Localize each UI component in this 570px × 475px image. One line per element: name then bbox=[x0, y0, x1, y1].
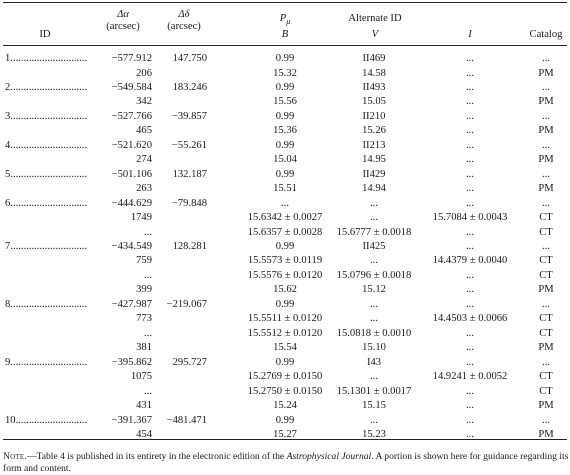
cell-dalpha: −434.549 bbox=[111, 241, 152, 252]
cell-b: 15.56 bbox=[273, 96, 297, 108]
cell-i: ... bbox=[466, 168, 474, 180]
cell-dalpha: 399 bbox=[136, 284, 152, 296]
cell-dalpha: ... bbox=[144, 327, 152, 339]
cell-catalog: ... bbox=[542, 168, 550, 180]
cell-ddelta: 295.727 bbox=[172, 356, 207, 368]
cell-v: ... bbox=[370, 255, 378, 267]
cell-b: 15.32 bbox=[273, 67, 297, 79]
cell-dalpha: 274 bbox=[136, 154, 152, 166]
cell-v: 14.58 bbox=[362, 67, 386, 79]
cell-v: 15.12 bbox=[362, 284, 386, 296]
cell-catalog: CT bbox=[539, 313, 553, 325]
cell-catalog: ... bbox=[542, 53, 550, 64]
cell-dalpha: −391.367 bbox=[111, 414, 152, 426]
cell-v: I43 bbox=[366, 356, 382, 368]
header-dalpha: Δα bbox=[117, 9, 129, 20]
cell-i: ... bbox=[466, 385, 474, 397]
cell-i: ... bbox=[466, 53, 474, 64]
cell-v: II493 bbox=[362, 81, 386, 93]
header-pmu-subscript: μ bbox=[286, 17, 291, 27]
cell-v: 15.0818 ± 0.0010 bbox=[336, 327, 412, 339]
cell-dalpha: 381 bbox=[136, 342, 152, 354]
cell-catalog: CT bbox=[539, 385, 553, 397]
cell-v: 15.23 bbox=[362, 429, 386, 440]
cell-catalog: PM bbox=[538, 67, 554, 79]
cell-id: 4............................. bbox=[5, 139, 88, 151]
cell-dalpha: 1749 bbox=[130, 212, 152, 224]
cell-b: 15.36 bbox=[273, 125, 297, 137]
cell-catalog: PM bbox=[538, 96, 554, 108]
cell-v: ... bbox=[370, 414, 378, 426]
cell-id: 2............................. bbox=[5, 81, 88, 93]
cell-dalpha: −521.620 bbox=[111, 139, 152, 151]
cell-b: 0.99 bbox=[275, 139, 295, 151]
cell-i: ... bbox=[466, 298, 474, 310]
cell-catalog: ... bbox=[542, 81, 550, 93]
cell-i: ... bbox=[466, 197, 474, 209]
cell-b: 0.99 bbox=[275, 241, 295, 252]
cell-dalpha: 206 bbox=[136, 67, 152, 79]
cell-b: 15.5512 ± 0.0120 bbox=[247, 327, 323, 339]
cell-b: 15.2769 ± 0.0150 bbox=[247, 371, 323, 383]
cell-v: ... bbox=[370, 197, 378, 209]
header-ddelta: Δδ bbox=[178, 9, 190, 20]
cell-dalpha: 465 bbox=[136, 125, 152, 137]
cell-ddelta: 147.750 bbox=[172, 53, 207, 64]
cell-dalpha: 431 bbox=[136, 400, 152, 411]
cell-b: 15.5576 ± 0.0120 bbox=[247, 269, 323, 281]
note-journal: Astrophysical Journal bbox=[286, 451, 372, 462]
cell-i: ... bbox=[466, 226, 474, 238]
cell-i: ... bbox=[466, 241, 474, 252]
cell-b: ... bbox=[281, 197, 289, 209]
cell-b: 0.99 bbox=[275, 81, 295, 93]
cell-v: 14.95 bbox=[362, 154, 386, 166]
cell-id: 7............................. bbox=[5, 241, 88, 252]
cell-dalpha: −427.987 bbox=[111, 298, 152, 310]
header-i: I bbox=[468, 29, 472, 40]
cell-v: 14.94 bbox=[362, 183, 386, 195]
cell-i: ... bbox=[466, 81, 474, 93]
cell-ddelta: −55.261 bbox=[171, 139, 207, 151]
cell-i: ... bbox=[466, 269, 474, 281]
cell-dalpha: 263 bbox=[136, 183, 152, 195]
cell-b: 15.24 bbox=[273, 400, 297, 411]
cell-catalog: ... bbox=[542, 414, 550, 426]
cell-i: ... bbox=[466, 110, 474, 122]
cell-i: ... bbox=[466, 400, 474, 411]
cell-v: 15.0796 ± 0.0018 bbox=[336, 269, 412, 281]
header-ddelta-unit: (arcsec) bbox=[167, 21, 201, 32]
cell-id: 9............................. bbox=[5, 356, 88, 368]
cell-catalog: CT bbox=[539, 327, 553, 339]
cell-catalog: PM bbox=[538, 183, 554, 195]
cell-catalog: PM bbox=[538, 342, 554, 354]
cell-i: 15.7084 ± 0.0043 bbox=[432, 212, 508, 224]
cell-dalpha: ... bbox=[144, 385, 152, 397]
header-altid: Alternate ID bbox=[348, 13, 402, 24]
cell-catalog: CT bbox=[539, 255, 553, 267]
cell-i: 14.4503 ± 0.0066 bbox=[432, 313, 508, 325]
cell-v: 15.05 bbox=[362, 96, 386, 108]
cell-catalog: CT bbox=[539, 371, 553, 383]
header-v: V bbox=[371, 29, 379, 40]
cell-v: 15.26 bbox=[362, 125, 386, 137]
cell-dalpha: −527.766 bbox=[111, 110, 152, 122]
cell-ddelta: −481.471 bbox=[166, 414, 207, 426]
cell-i: ... bbox=[466, 342, 474, 354]
cell-catalog: CT bbox=[539, 269, 553, 281]
header-pmu bbox=[265, 13, 305, 28]
cell-b: 15.04 bbox=[273, 154, 297, 166]
cell-v: 15.1301 ± 0.0017 bbox=[336, 385, 412, 397]
cell-i: 14.4379 ± 0.0040 bbox=[432, 255, 508, 267]
cell-v: 15.10 bbox=[362, 342, 386, 354]
cell-dalpha: −501.106 bbox=[111, 168, 152, 180]
cell-v: ... bbox=[370, 298, 378, 310]
cell-catalog: PM bbox=[538, 284, 554, 296]
note-text-before: —Table 4 is published in its entirety in the electronic edition of the bbox=[26, 451, 287, 462]
cell-id: 10........................... bbox=[5, 414, 88, 426]
cell-b: 15.51 bbox=[273, 183, 297, 195]
cell-dalpha: −444.629 bbox=[111, 197, 152, 209]
cell-i: ... bbox=[466, 125, 474, 137]
cell-id: 1............................. bbox=[5, 53, 88, 64]
cell-b: 0.99 bbox=[275, 110, 295, 122]
cell-dalpha: ... bbox=[144, 269, 152, 281]
cell-id: 3............................. bbox=[5, 110, 88, 122]
cell-dalpha: −549.584 bbox=[111, 81, 152, 93]
cell-catalog: PM bbox=[538, 400, 554, 411]
cell-b: 15.54 bbox=[273, 342, 297, 354]
cell-i: ... bbox=[466, 183, 474, 195]
cell-b: 0.99 bbox=[275, 53, 295, 64]
cell-i: ... bbox=[466, 139, 474, 151]
cell-v: ... bbox=[370, 212, 378, 224]
header-b: B bbox=[281, 29, 289, 40]
cell-dalpha: 1075 bbox=[130, 371, 152, 383]
cell-catalog: PM bbox=[538, 154, 554, 166]
cell-i: ... bbox=[466, 67, 474, 79]
cell-b: 0.99 bbox=[275, 414, 295, 426]
cell-i: ... bbox=[466, 284, 474, 296]
cell-i: ... bbox=[466, 414, 474, 426]
cell-catalog: ... bbox=[542, 241, 550, 252]
cell-i: ... bbox=[466, 429, 474, 440]
cell-dalpha: 342 bbox=[136, 96, 152, 108]
header-pmu-symbol: P bbox=[279, 13, 287, 24]
cell-b: 0.99 bbox=[275, 168, 295, 180]
cell-b: 15.5573 ± 0.0119 bbox=[247, 255, 323, 267]
cell-i: ... bbox=[466, 96, 474, 108]
cell-dalpha: 454 bbox=[136, 429, 152, 440]
cell-b: 0.99 bbox=[275, 298, 295, 310]
cell-catalog: PM bbox=[538, 429, 554, 440]
cell-ddelta: −219.067 bbox=[166, 298, 207, 310]
cell-b: 15.6357 ± 0.0028 bbox=[247, 226, 323, 238]
cell-b: 15.62 bbox=[273, 284, 297, 296]
note-label: Note. bbox=[3, 451, 27, 462]
cell-v: II210 bbox=[362, 110, 386, 122]
cell-b: 15.5511 ± 0.0120 bbox=[247, 313, 323, 325]
cell-b: 0.99 bbox=[275, 356, 295, 368]
cell-v: II469 bbox=[362, 53, 386, 64]
cell-b: 15.6342 ± 0.0027 bbox=[247, 212, 323, 224]
cell-i: ... bbox=[466, 356, 474, 368]
cell-i: 14.9241 ± 0.0052 bbox=[432, 371, 508, 383]
cell-ddelta: −79.848 bbox=[171, 197, 207, 209]
cell-v: II425 bbox=[362, 241, 386, 252]
cell-catalog: ... bbox=[542, 110, 550, 122]
cell-dalpha: −577.912 bbox=[111, 53, 152, 64]
cell-b: 15.27 bbox=[273, 429, 297, 440]
cell-v: ... bbox=[370, 313, 378, 325]
cell-v: II213 bbox=[362, 139, 386, 151]
table-note bbox=[3, 451, 569, 474]
cell-ddelta: −39.857 bbox=[171, 110, 207, 122]
table-header-rule bbox=[3, 45, 567, 46]
table-top-rule bbox=[3, 2, 567, 3]
cell-v: 15.6777 ± 0.0018 bbox=[336, 226, 412, 238]
cell-dalpha: 759 bbox=[136, 255, 152, 267]
cell-ddelta: 132.187 bbox=[172, 168, 207, 180]
cell-dalpha: 773 bbox=[136, 313, 152, 325]
cell-dalpha: −395.862 bbox=[111, 356, 152, 368]
note-text-after: . A portion is shown here for guidance regarding its form and content. bbox=[3, 451, 569, 474]
cell-ddelta: 183.246 bbox=[172, 81, 207, 93]
cell-v: 15.15 bbox=[362, 400, 386, 411]
cell-ddelta: 128.281 bbox=[172, 241, 207, 252]
cell-catalog: ... bbox=[542, 197, 550, 209]
cell-catalog: CT bbox=[539, 226, 553, 238]
cell-v: ... bbox=[370, 371, 378, 383]
cell-catalog: ... bbox=[542, 298, 550, 310]
header-dalpha-unit: (arcsec) bbox=[106, 21, 140, 32]
cell-i: ... bbox=[466, 154, 474, 166]
cell-id: 5............................. bbox=[5, 168, 88, 180]
cell-catalog: ... bbox=[542, 356, 550, 368]
cell-dalpha: ... bbox=[144, 226, 152, 238]
cell-catalog: PM bbox=[538, 125, 554, 137]
header-catalog: Catalog bbox=[529, 29, 563, 40]
cell-id: 8............................. bbox=[5, 298, 88, 310]
cell-b: 15.2750 ± 0.0150 bbox=[247, 385, 323, 397]
cell-catalog: CT bbox=[539, 212, 553, 224]
cell-id: 6............................. bbox=[5, 197, 88, 209]
cell-i: ... bbox=[466, 327, 474, 339]
cell-v: II429 bbox=[362, 168, 386, 180]
header-id: ID bbox=[39, 29, 51, 40]
cell-catalog: ... bbox=[542, 139, 550, 151]
